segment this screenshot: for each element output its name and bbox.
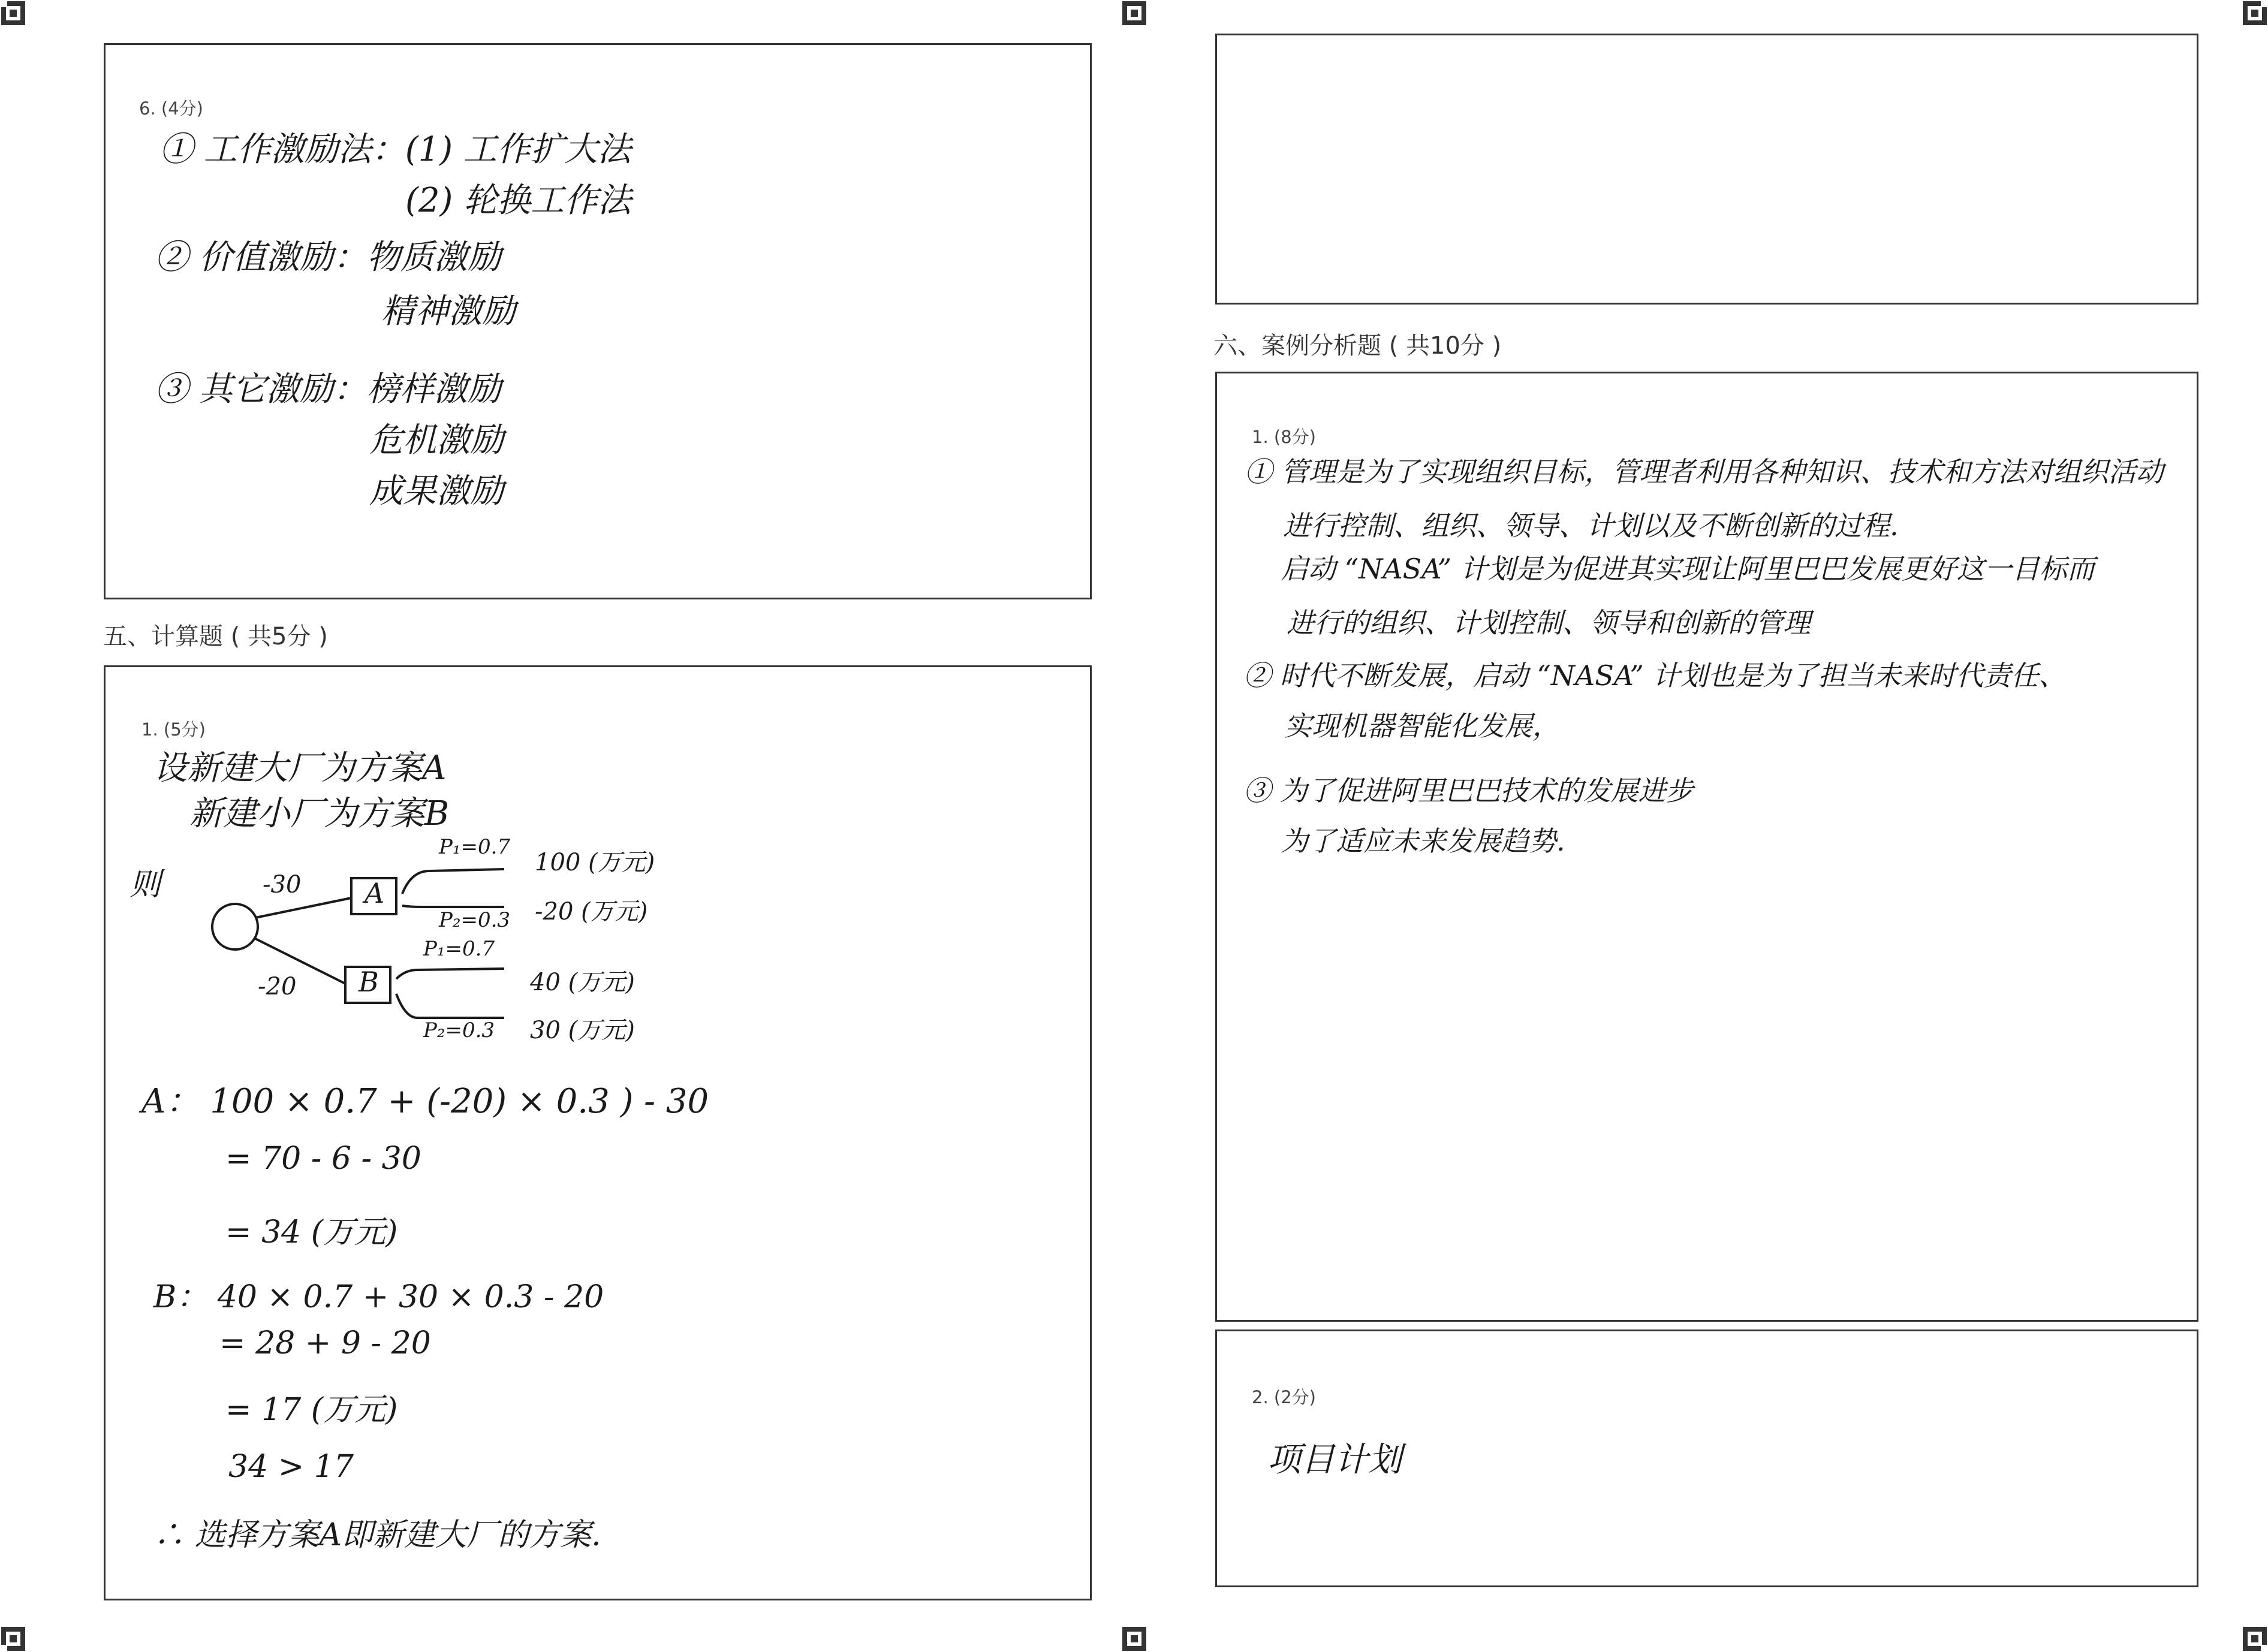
handwritten-line: 则 [129, 867, 161, 903]
answer-box-calculation[interactable] [104, 665, 1092, 1600]
registration-marker-bottom-left [0, 1626, 26, 1652]
branch-cost-a: -30 [263, 871, 302, 899]
question-label: 2. (2分) [1252, 1387, 1316, 1407]
node-label-a: A [365, 877, 385, 909]
calculation-line: = 17 (万元) [225, 1392, 398, 1428]
handwritten-line: ② 时代不断发展，启动 “NASA” 计划也是为了担当未来时代责任、 [1243, 659, 2067, 692]
calculation-line: = 34 (万元) [225, 1214, 398, 1250]
handwritten-line: 为了适应未来发展趋势. [1281, 825, 1565, 857]
question-label: 6. (4分) [139, 98, 203, 119]
handwritten-line: 实现机器智能化发展， [1284, 710, 1560, 742]
handwritten-line: ② 价值激励：物质激励 [155, 238, 501, 277]
handwritten-line: 新建小厂为方案B [189, 794, 450, 833]
probability-label: P₂=0.3 [423, 1018, 495, 1042]
handwritten-line: ③ 为了促进阿里巴巴技术的发展进步 [1243, 774, 1694, 807]
registration-marker-bottom-center [1121, 1626, 1147, 1652]
handwritten-line: ③ 其它激励：榜样激励 [155, 370, 501, 409]
handwritten-line: ① 工作激励法：(1) 工作扩大法 [159, 130, 631, 169]
registration-marker-top-right [2242, 0, 2268, 26]
outcome-value: 30 (万元) [530, 1017, 635, 1044]
calculation-line: B： 40 × 0.7 + 30 × 0.3 - 20 [153, 1279, 604, 1315]
calculation-line: A： 100 × 0.7 + (-20) × 0.3 ) - 30 [141, 1082, 709, 1121]
answer-box-q6[interactable] [104, 43, 1092, 599]
handwritten-line: 危机激励 [369, 421, 504, 460]
handwritten-line: 成果激励 [369, 472, 504, 511]
calculation-line: ∴ 选择方案A即新建大厂的方案. [153, 1517, 601, 1553]
section-title-calculation: 五、计算题 ( 共5分 ) [103, 623, 328, 650]
outcome-value: 40 (万元) [530, 969, 635, 996]
calculation-line: 34 > 17 [228, 1449, 354, 1485]
calculation-line: = 70 - 6 - 30 [225, 1141, 421, 1177]
registration-marker-bottom-right [2242, 1626, 2268, 1652]
outcome-value: -20 (万元) [535, 898, 648, 926]
handwritten-line: 精神激励 [381, 292, 516, 331]
branch-cost-b: -20 [258, 973, 297, 1000]
question-label: 1. (5分) [141, 719, 206, 740]
probability-label: P₂=0.3 [439, 908, 511, 932]
registration-marker-top-center [1121, 0, 1147, 26]
handwritten-line: 设新建大厂为方案A [153, 749, 447, 788]
question-label: 1. (8分) [1252, 427, 1316, 447]
handwritten-line: 启动 “NASA” 计划是为促进其实现让阿里巴巴发展更好这一目标而 [1281, 553, 2095, 585]
probability-label: P₁=0.7 [423, 937, 495, 961]
handwritten-line: ① 管理是为了实现组织目标，管理者利用各种知识、技术和方法对组织活动 [1245, 456, 2164, 488]
probability-label: P₁=0.7 [439, 835, 511, 859]
handwritten-line: 进行的组织、计划控制、领导和创新的管理 [1287, 607, 1811, 639]
answer-box-case-1[interactable] [1215, 372, 2198, 1322]
calculation-line: = 28 + 9 - 20 [219, 1325, 431, 1361]
answer-box-continuation[interactable] [1215, 34, 2198, 305]
node-label-b: B [359, 966, 379, 998]
registration-marker-top-left [0, 0, 26, 26]
outcome-value: 100 (万元) [535, 849, 655, 876]
handwritten-answer: 项目计划 [1267, 1440, 1402, 1479]
handwritten-line: (2) 轮换工作法 [405, 181, 632, 220]
answer-box-case-2[interactable] [1215, 1330, 2198, 1587]
handwritten-line: 进行控制、组织、领导、计划以及不断创新的过程. [1283, 510, 1899, 542]
section-title-case-analysis: 六、案例分析题 ( 共10分 ) [1213, 332, 1502, 360]
